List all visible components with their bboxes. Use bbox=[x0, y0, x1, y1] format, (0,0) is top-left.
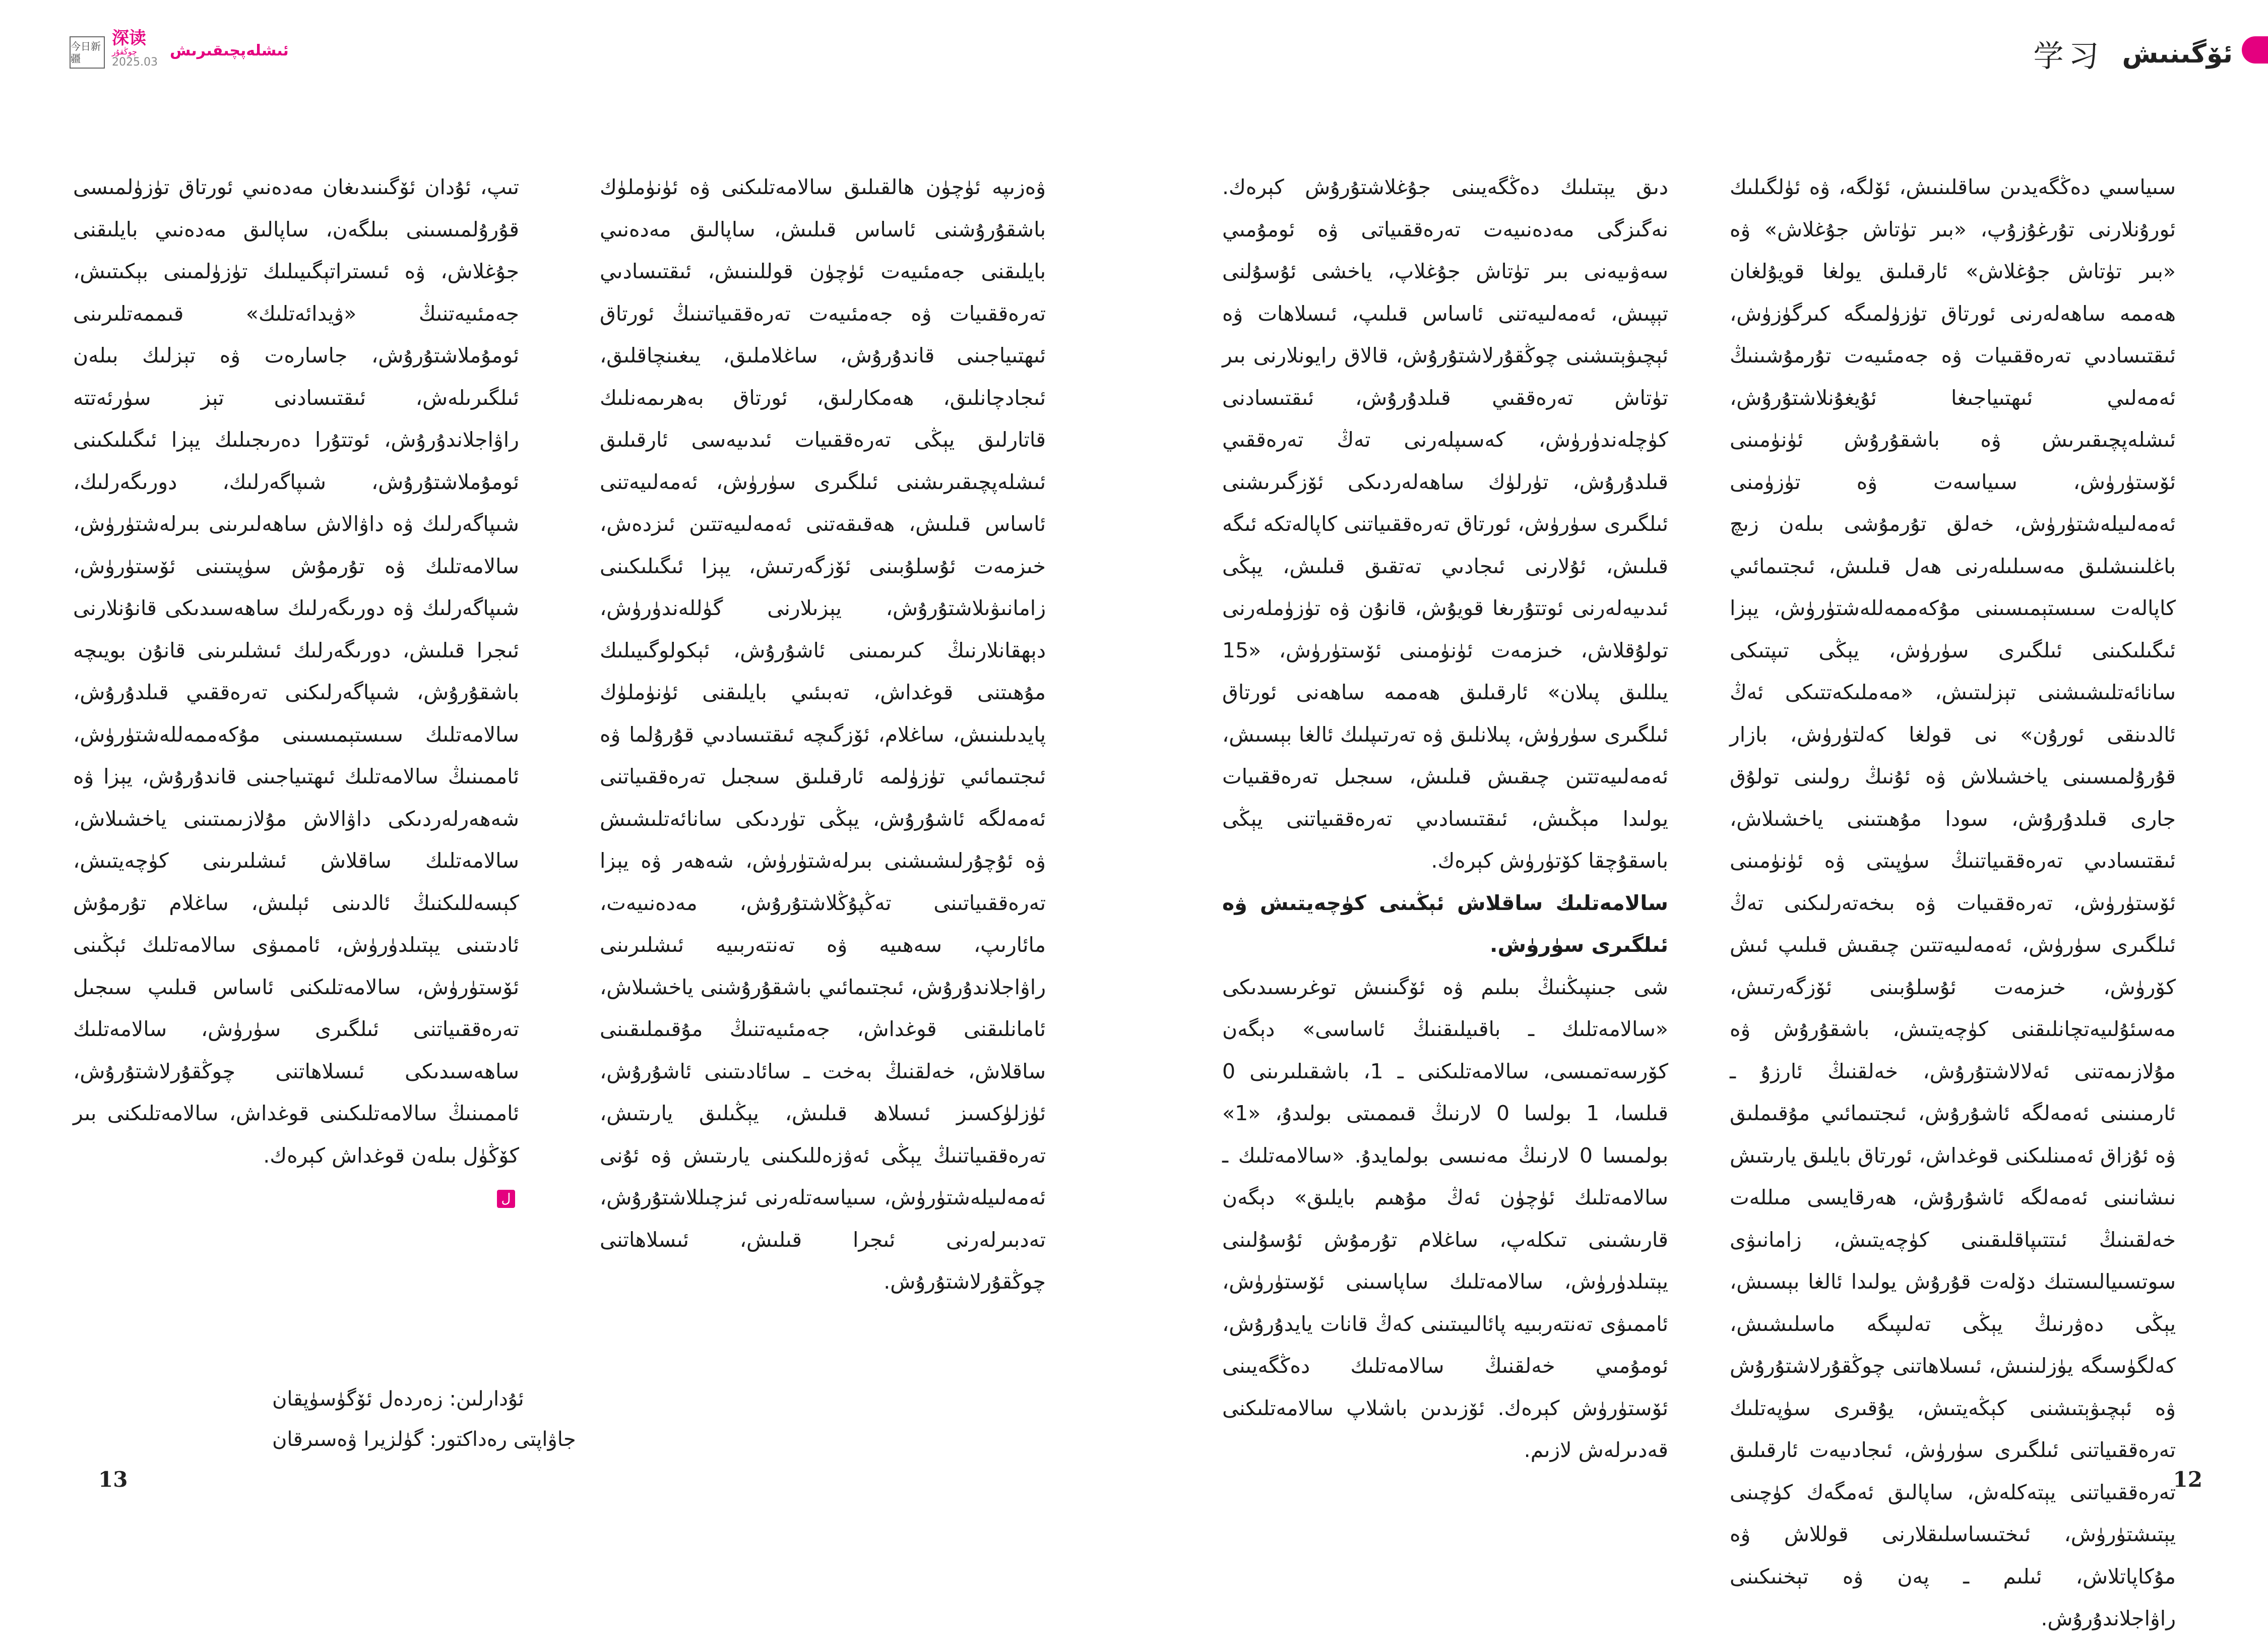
left-page bbox=[0, 0, 1134, 1550]
end-mark-icon: ل bbox=[497, 1190, 515, 1208]
credit-line-responsible-editor: جاۋاپتى رەداكتور: گۈلزيرا ۋەسىرقان bbox=[272, 1428, 576, 1451]
left-header bbox=[70, 28, 289, 69]
brand-block bbox=[112, 29, 158, 69]
section-title-uyghur: ئۆگىنىش bbox=[2122, 39, 2233, 69]
column-right-outer bbox=[1730, 166, 2176, 1640]
right-header bbox=[2033, 32, 2233, 76]
right-page bbox=[1134, 0, 2268, 1630]
column-right-inner bbox=[1222, 166, 1668, 1472]
section-title-chinese: 学习 bbox=[2033, 39, 2104, 74]
section-tab-marker bbox=[2242, 36, 2268, 64]
magazine-logo bbox=[70, 36, 105, 69]
page-number-left: 13 bbox=[98, 1467, 128, 1492]
column-text: شى جىنپىڭنىڭ بىلىم ۋە ئۆگىنىش توغرىسىدىكى «سالامەتلىك ـ باقىيلىقنىڭ ئاساسى» دېگەن كۆرسەتمىسى، سالامەتلىكنى ـ 1، باشقىلىرىنى 0 قىلسا، 1 بولسا 0 لارنىڭ قىممىتى بولىدۇ، «1» بولمىسا 0 لارنىڭ مەنىسى بولمايدۇ. «سالامەتلىك ـ سالامەتلىك ئۈچۈن ئەڭ مۇھىم بايلىق» دېگەن قارىشىنى تىكلەپ، ساغلام تۇرمۇش ئۇسۇلىنى يېتىلدۈرۈش، سالامەتلىك ساپاسىنى ئۆستۈرۈش، ئاممىۋى تەنتەربىيە پائالىيىتىنى كەڭ قانات يايدۇرۇش، ئومۇمىي خەلقنىڭ سالامەتلىك دەڭگەيىنى ئۆستۈرۈش كېرەك. ئۆزىدىن باشلاپ سالامەتلىكنى قەدىرلەش لازىم. bbox=[1222, 975, 1669, 1462]
brand-small: چوڭقۇر bbox=[112, 47, 137, 56]
brand-name: 深读 bbox=[112, 28, 146, 48]
column-text: دىق يېتىلىك دەڭگەيىنى جۇغلاشتۇرۇش كېرەك. نەگىزگى مەدەنىيەت تەرەققىياتى ۋە ئومۇمىي سەۋىيەنى بىر تۈتاش جۇغلاپ، ياخشى ئۇسۇلنى تېپىش، ئەمەلىيەتنى ئاساس قىلىپ، ئىسلاھات ۋە ئېچىۋېتىشنى چوڭقۇرلاشتۇرۇش، قالاق رايونلارنى بىر تۈتاش تەرەققىي قىلدۇرۇش، ئىقتىسادنى كۈچلەندۈرۈش، كەسىپلەرنى تەڭ تەرەققىي قىلدۇرۇش، تۈرلۈك ساھەلەردىكى ئۆزگىرىشنى ئىلگىرى سۈرۈش، ئورتاق تەرەققىياتنى كاپالەتكە ئىگە قىلىش، ئۇلارنى ئىجادىي تەتقىق قىلىش، يېڭى ئىدىيەلەرنى ئوتتۇرىغا قويۇش، قانۇن ۋە تۈزۈملەرنى تولۇقلاش، خىزمەت ئۈنۈمىنى ئۆستۈرۈش، «15 يىللىق پىلان» ئارقىلىق ھەممە ساھەنى ئورتاق ئىلگىرى سۈرۈش، پىلانلىق ۋە تەرتىپلىك ئالغا بېسىش، ئەمەلىيەتتىن چىقىش قىلىش، سىجىل تەرەققىيات يولىدا مېڭىش، ئىقتىسادىي تەرەققىياتنى يېڭى باسقۇچقا كۆتۈرۈش كېرەك. bbox=[1222, 175, 1668, 873]
issue-date: 2025.03 bbox=[112, 56, 158, 69]
column-left-outer bbox=[73, 166, 519, 1219]
page-number-right: 12 bbox=[2173, 1467, 2202, 1492]
logo-text: 今日新疆 bbox=[71, 40, 101, 65]
column-text: سىياسىي دەڭگەيدىن ساقلىنىش، ئۆلگە، ۋە ئۈلگىلىك ئورۇنلارنى تۇرغۇزۇپ، «بىر تۈتاش جۇغلاش» ۋە «بىر تۈتاش جۇغلاش» ئارقىلىق يولغا قويۇلغان ھەممە ساھەلەرنى ئورتاق تۈزۈلمىگە كىرگۈزۈش، ئىقتىسادىي تەرەققىيات ۋە جەمئىيەت تۇرمۇشىنىڭ ئەمەلىي ئىھتىياجىغا ئۇيغۇنلاشتۇرۇش، ئىشلەپچىقىرىش ۋە باشقۇرۇش ئۈنۈمىنى ئۆستۈرۈش، سىياسەت ۋە تۈزۈمنى ئەمەلىيلەشتۈرۈش، خەلق تۇرمۇشى بىلەن زىچ باغلىنىشلىق مەسىلىلەرنى ھەل قىلىش، ئىجتىمائىي كاپالەت سىستېمىسىنى مۇكەممەللەشتۈرۈش، يېزا ئىگىلىكىنى ئىلگىرى سۈرۈش، يېڭى تىپتىكى سانائەتلىشىشنى تېزلىتىش، «مەملىكەتتىكى ئەڭ ئالدىنقى ئورۇن» نى قولغا كەلتۈرۈش، بازار قۇرۇلمىسىنى ياخشىلاش ۋە ئۇنىڭ رولىنى تولۇق جارى قىلدۇرۇش، سودا مۇھىتىنى ياخشىلاش، ئىقتىسادىي تەرەققىياتنىڭ سۈپىتى ۋە ئۈنۈمىنى ئۆستۈرۈش، تەرەققىيات ۋە بىخەتەرلىكنى تەڭ ئىلگىرى سۈرۈش، ئەمەلىيەتتىن چىقىش قىلىپ ئىش كۆرۈش، خىزمەت ئۇسلۇبىنى ئۆزگەرتىش، مەسئۇلىيەتچانلىقنى كۈچەيتىش، باشقۇرۇش ۋە مۇلازىمەتنى ئەلالاشتۇرۇش، خەلقنىڭ ئارزۇ ـ ئارمىنىنى ئەمەلگە ئاشۇرۇش، ئىجتىمائىي مۇقىملىق ۋە ئۇزاق ئەمىنلىكنى قوغداش، ئورتاق بايلىق يارىتىش نىشانىنى ئەمەلگە ئاشۇرۇش، ھەرقايسى مىللەت خەلقىنىڭ ئىتتىپاقلىقىنى كۈچەيتىش، زامانىۋى سوتسىيالىستىك دۆلەت قۇرۇش يولىدا ئالغا بېسىش، يېڭى دەۋرنىڭ يېڭى تەلىپىگە ماسلىشىش، كەلگۈسىگە يۈزلىنىش، ئىسلاھاتنى چوڭقۇرلاشتۇرۇش ۋە ئېچىۋېتىشنى كېڭەيتىش، يۇقىرى سۈپەتلىك تەرەققىياتنى ئىلگىرى سۈرۈش، ئىجادىيەت ئارقىلىق تەرەققىياتنى يېتەكلەش، ساپالىق ئەمگەك كۈچىنى يېتىشتۈرۈش، ئىختىساسلىقلارنى قوللاش ۋە مۇكاپاتلاش، ئىلىم ـ پەن ۋە تېخنىكىنى راۋاجلاندۇرۇش. bbox=[1730, 175, 2176, 1630]
credit-line-editor: ئۇدارلىن: زەردەل ئۆگۈسۈپقان bbox=[272, 1387, 524, 1411]
credits bbox=[272, 1379, 576, 1460]
column-text: تىپ، ئۇدان ئۆگىنىدىغان مەدەنىي ئورتاق تۈزۈلمىسى قۇرۇلمىسىنى بىلگەن، ساپالىق مەدەنىي بايلىقنى جۇغلاش، ۋە ئىستراتېگىيىلىك تۈزۈلمىنى بېكىتىش، جەمئىيەتنىڭ «ۋيدائەتلىك» قىممەتلىرىنى ئومۇملاشتۇرۇش، جاسارەت ۋە تېزلىك بىلەن ئىلگىرىلەش، ئىقتىسادنى تېز سۈرئەتتە راۋاجلاندۇرۇش، ئوتتۇرا دەرىجىلىك يېزا ئىگىلىكىنى ئومۇملاشتۇرۇش، شىپاگەرلىك، دورىگەرلىك، شىپاگەرلىك ۋە داۋالاش ساھەلىرىنى بىرلەشتۈرۈش، سالامەتلىك ۋە تۇرمۇش سۈپىتىنى ئۆستۈرۈش، شىپاگەرلىك ۋە دورىگەرلىك ساھەسىدىكى قانۇنلارنى ئىجرا قىلىش، دورىگەرلىك ئىشلىرىنى قانۇن بويىچە باشقۇرۇش، شىپاگەرلىكنى تەرەققىي قىلدۇرۇش، سالامەتلىك سىستېمىسىنى مۇكەممەللەشتۈرۈش، ئاممىنىڭ سالامەتلىك ئىھتىياجىنى قاندۇرۇش، يېزا ۋە شەھەرلەردىكى داۋالاش مۇلازىمىتىنى ياخشىلاش، سالامەتلىك ساقلاش ئىشلىرىنى كۈچەيتىش، كېسەللىكنىڭ ئالدىنى ئېلىش، ساغلام تۇرمۇش ئادىتىنى يېتىلدۈرۈش، ئاممىۋى سالامەتلىك ئېڭىنى ئۆستۈرۈش، سالامەتلىكنى ئاساس قىلىپ سىجىل تەرەققىياتنى ئىلگىرى سۈرۈش، سالامەتلىك ساھەسىدىكى ئىسلاھاتنى چوڭقۇرلاشتۇرۇش، ئاممىنىڭ سالامەتلىكىنى قوغداش، سالامەتلىكنى بىر كۆڭۈل بىلەن قوغداش كېرەك. bbox=[73, 175, 519, 1168]
column-left-inner bbox=[600, 166, 1046, 1303]
column-text: ۋەزىپە ئۈچۈن ھالقىلىق سالامەتلىكنى ۋە ئۈنۈملۈك باشقۇرۇشنى ئاساس قىلىش، ساپالىق مەدەنىي بايلىقنى جەمئىيەت ئۈچۈن قوللىنىش، ئىقتىسادىي تەرەققىيات ۋە جەمئىيەت تەرەققىياتىنىڭ ئورتاق ئىھتىياجىنى قاندۇرۇش، ساغلاملىق، يىغىنچاقلىق، ئىجادچانلىق، ھەمكارلىق، ئورتاق بەھرىمەنلىك قاتارلىق يېڭى تەرەققىيات ئىدىيەسى ئارقىلىق ئىشلەپچىقىرىشنى ئىلگىرى سۈرۈش، ئەمەلىيەتنى ئاساس قىلىش، ھەقىقەتنى ئەمەلىيەتتىن ئىزدەش، خىزمەت ئۇسلۇبىنى ئۆزگەرتىش، يېزا ئىگىلىكىنى زامانىۋىلاشتۇرۇش، يېزىلارنى گۈللەندۈرۈش، دېھقانلارنىڭ كىرىمىنى ئاشۇرۇش، ئېكولوگىيىلىك مۇھىتنى قوغداش، تەبىئىي بايلىقنى ئۈنۈملۈك پايدىلىنىش، ساغلام، ئۆزگىچە ئىقتىسادىي قۇرۇلما ۋە ئىجتىمائىي تۈزۈلمە ئارقىلىق سىجىل تەرەققىياتنى ئەمەلگە ئاشۇرۇش، يېڭى تۈردىكى سانائەتلىشىش ۋە ئۇچۇرلىشىشنى بىرلەشتۈرۈش، شەھەر ۋە يېزا تەرەققىياتىنى تەڭپۇڭلاشتۇرۇش، مەدەنىيەت، مائارىپ، سەھىيە ۋە تەنتەربىيە ئىشلىرىنى راۋاجلاندۇرۇش، ئىجتىمائىي باشقۇرۇشنى ياخشىلاش، ئامانلىقنى قوغداش، جەمئىيەتنىڭ مۇقىملىقىنى ساقلاش، خەلقنىڭ بەخت ـ سائادىتىنى ئاشۇرۇش، ئۈزلۈكسىز ئىسلاھ قىلىش، يېڭىلىق يارىتىش، تەرەققىياتنىڭ يېڭى ئەۋزەللىكىنى يارىتىش ۋە ئۇنى ئەمەلىيلەشتۈرۈش، سىياسەتلەرنى ئىزچىللاشتۇرۇش، تەدبىرلەرنى ئىجرا قىلىش، ئىسلاھاتنى چوڭقۇرلاشتۇرۇش. bbox=[600, 175, 1046, 1294]
sub-heading: سالامەتلىك ساقلاش ئېڭىنى كۈچەيتىش ۋە ئىلگىرى سۈرۈش. bbox=[1222, 890, 1668, 957]
section-title: ئىشلەپچىقىرىش bbox=[169, 42, 289, 59]
